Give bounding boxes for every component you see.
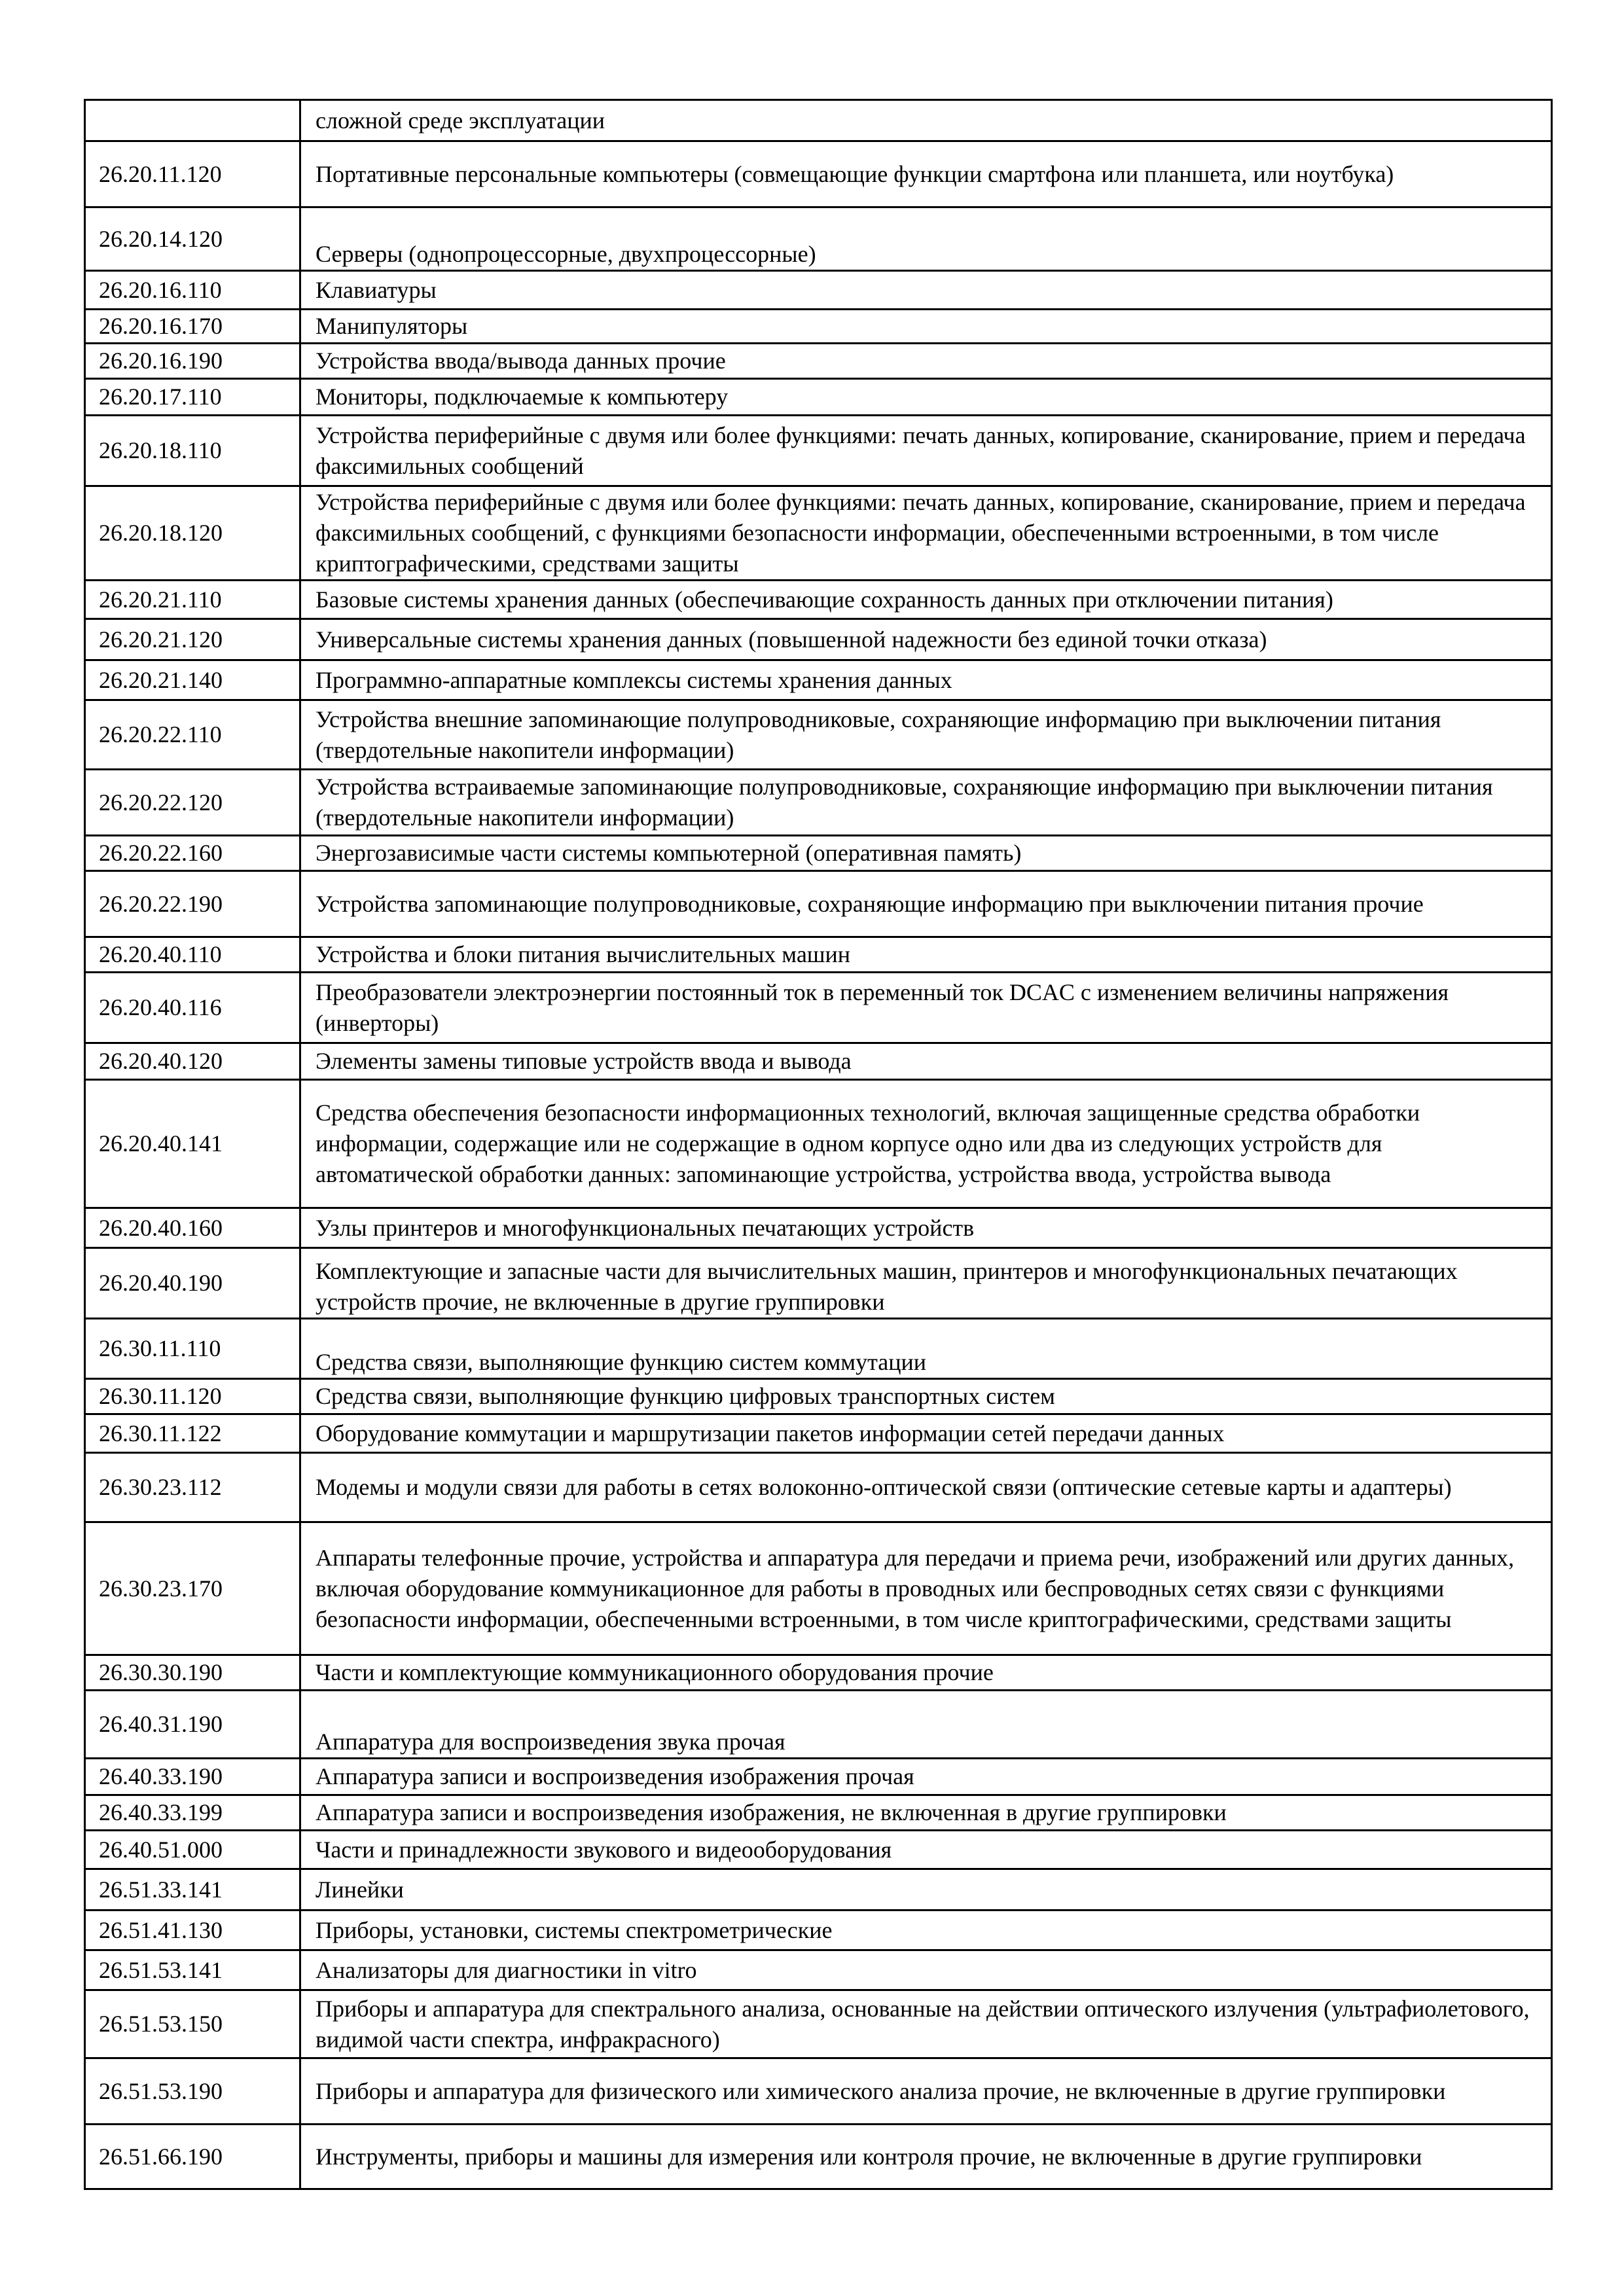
table-row bbox=[85, 310, 1552, 344]
okpd-code-cell: 26.40.33.190 bbox=[85, 1759, 300, 1795]
table-row bbox=[85, 1655, 1552, 1691]
table-row bbox=[85, 770, 1552, 836]
okpd-code-cell: 26.20.40.110 bbox=[85, 937, 300, 973]
table-row bbox=[85, 1414, 1552, 1453]
okpd-code-cell: 26.20.40.190 bbox=[85, 1248, 300, 1319]
description-cell: Элементы замены типовые устройств ввода и вывода bbox=[300, 1043, 1552, 1080]
table-row bbox=[85, 1950, 1552, 1990]
okpd-code-cell: 26.20.40.160 bbox=[85, 1208, 300, 1248]
description-cell: Устройства ввода/вывода данных прочие bbox=[300, 344, 1552, 379]
table-row bbox=[85, 619, 1552, 660]
okpd-code-cell: 26.20.21.140 bbox=[85, 660, 300, 700]
okpd-code-cell: 26.20.18.120 bbox=[85, 486, 300, 581]
table-row bbox=[85, 937, 1552, 973]
description-cell: Оборудование коммутации и маршрутизации пакетов информации сетей передачи данных bbox=[300, 1414, 1552, 1453]
okpd-code-cell: 26.20.16.190 bbox=[85, 344, 300, 379]
table-row bbox=[85, 1379, 1552, 1414]
okpd-code-cell: 26.51.53.190 bbox=[85, 2058, 300, 2125]
table-row bbox=[85, 141, 1552, 207]
okpd-code-cell: 26.40.51.000 bbox=[85, 1831, 300, 1869]
okpd-code-cell: 26.20.16.170 bbox=[85, 310, 300, 344]
table-row bbox=[85, 871, 1552, 937]
description-cell: Устройства периферийные с двумя или более функциями: печать данных, копирование, сканирование, прием и передача факсимильных сообщений, с функциями безопасности информации, обеспеченными встроенными, в том числе криптографическими, средствами защиты bbox=[300, 486, 1552, 581]
okpd-code-cell: 26.40.31.190 bbox=[85, 1691, 300, 1759]
table-row bbox=[85, 660, 1552, 700]
okpd-codes-table bbox=[84, 99, 1553, 2190]
okpd-code-cell: 26.51.41.130 bbox=[85, 1910, 300, 1950]
okpd-code-cell: 26.20.22.110 bbox=[85, 700, 300, 770]
table-row bbox=[85, 973, 1552, 1043]
description-cell: Устройства запоминающие полупроводниковые, сохраняющие информацию при выключении питания прочие bbox=[300, 871, 1552, 937]
description-cell: Аппаратура для воспроизведения звука прочая bbox=[300, 1691, 1552, 1759]
table-row bbox=[85, 1910, 1552, 1950]
description-cell: Портативные персональные компьютеры (совмещающие функции смартфона или планшета, или ноутбука) bbox=[300, 141, 1552, 207]
description-cell: Средства связи, выполняющие функцию систем коммутации bbox=[300, 1319, 1552, 1379]
description-cell: Приборы, установки, системы спектрометрические bbox=[300, 1910, 1552, 1950]
okpd-code-cell: 26.51.53.141 bbox=[85, 1950, 300, 1990]
table-row bbox=[85, 344, 1552, 379]
okpd-code-cell: 26.20.40.116 bbox=[85, 973, 300, 1043]
okpd-code-cell: 26.20.22.190 bbox=[85, 871, 300, 937]
okpd-code-cell: 26.51.66.190 bbox=[85, 2125, 300, 2189]
okpd-code-cell: 26.20.40.120 bbox=[85, 1043, 300, 1080]
table-row bbox=[85, 1522, 1552, 1655]
table-row bbox=[85, 379, 1552, 416]
table-row bbox=[85, 416, 1552, 486]
okpd-code-cell: 26.20.18.110 bbox=[85, 416, 300, 486]
description-cell: Манипуляторы bbox=[300, 310, 1552, 344]
description-cell: Аппаратура записи и воспроизведения изображения прочая bbox=[300, 1759, 1552, 1795]
description-cell: Анализаторы для диагностики in vitro bbox=[300, 1950, 1552, 1990]
table-row bbox=[85, 1831, 1552, 1869]
okpd-code-cell: 26.51.33.141 bbox=[85, 1869, 300, 1910]
okpd-code-cell: 26.20.16.110 bbox=[85, 271, 300, 310]
description-cell: Устройства встраиваемые запоминающие полупроводниковые, сохраняющие информацию при выключении питания (твердотельные накопители информации) bbox=[300, 770, 1552, 836]
okpd-code-cell: 26.40.33.199 bbox=[85, 1795, 300, 1831]
okpd-code-cell: 26.20.11.120 bbox=[85, 141, 300, 207]
table-row bbox=[85, 836, 1552, 871]
description-cell: Программно-аппаратные комплексы системы хранения данных bbox=[300, 660, 1552, 700]
table-row bbox=[85, 1080, 1552, 1208]
table-row bbox=[85, 1043, 1552, 1080]
description-cell: Части и принадлежности звукового и видеооборудования bbox=[300, 1831, 1552, 1869]
table-row bbox=[85, 486, 1552, 581]
description-cell: сложной среде эксплуатации bbox=[300, 100, 1552, 141]
table-row bbox=[85, 1248, 1552, 1319]
okpd-code-cell: 26.30.11.110 bbox=[85, 1319, 300, 1379]
table-row bbox=[85, 1990, 1552, 2058]
okpd-code-cell: 26.30.11.122 bbox=[85, 1414, 300, 1453]
table-row bbox=[85, 581, 1552, 619]
okpd-code-cell: 26.20.21.120 bbox=[85, 619, 300, 660]
description-cell: Приборы и аппаратура для спектрального анализа, основанные на действии оптического излучения (ультрафиолетового, видимой части спектра, инфракрасного) bbox=[300, 1990, 1552, 2058]
description-cell: Устройства периферийные с двумя или более функциями: печать данных, копирование, сканирование, прием и передача факсимильных сообщений bbox=[300, 416, 1552, 486]
okpd-code-cell: 26.20.22.120 bbox=[85, 770, 300, 836]
description-cell: Линейки bbox=[300, 1869, 1552, 1910]
table-row bbox=[85, 1759, 1552, 1795]
description-cell: Части и комплектующие коммуникационного оборудования прочие bbox=[300, 1655, 1552, 1691]
description-cell: Устройства и блоки питания вычислительных машин bbox=[300, 937, 1552, 973]
okpd-code-cell: 26.30.23.170 bbox=[85, 1522, 300, 1655]
table-row bbox=[85, 1453, 1552, 1522]
okpd-code-cell: 26.30.23.112 bbox=[85, 1453, 300, 1522]
okpd-code-cell: 26.20.21.110 bbox=[85, 581, 300, 619]
description-cell: Средства связи, выполняющие функцию цифровых транспортных систем bbox=[300, 1379, 1552, 1414]
table-row bbox=[85, 1691, 1552, 1759]
okpd-code-cell: 26.30.30.190 bbox=[85, 1655, 300, 1691]
okpd-code-cell: 26.20.17.110 bbox=[85, 379, 300, 416]
description-cell: Приборы и аппаратура для физического или химического анализа прочие, не включенные в другие группировки bbox=[300, 2058, 1552, 2125]
description-cell: Инструменты, приборы и машины для измерения или контроля прочие, не включенные в другие группировки bbox=[300, 2125, 1552, 2189]
table-body bbox=[85, 100, 1552, 2189]
okpd-code-cell: 26.30.11.120 bbox=[85, 1379, 300, 1414]
table-row bbox=[85, 1869, 1552, 1910]
description-cell: Преобразователи электроэнергии постоянный ток в переменный ток DCAC с изменением величины напряжения (инверторы) bbox=[300, 973, 1552, 1043]
description-cell: Аппараты телефонные прочие, устройства и аппаратура для передачи и приема речи, изображений или других данных, включая оборудование коммуникационное для работы в проводных или беспроводных сетях связи с функциями безопасности информации, обеспеченными встроенными, в том числе криптографическими, средствами защиты bbox=[300, 1522, 1552, 1655]
table-row bbox=[85, 271, 1552, 310]
table-row bbox=[85, 207, 1552, 271]
table-row bbox=[85, 2058, 1552, 2125]
description-cell: Клавиатуры bbox=[300, 271, 1552, 310]
okpd-code-cell: 26.20.40.141 bbox=[85, 1080, 300, 1208]
description-cell: Универсальные системы хранения данных (повышенной надежности без единой точки отказа) bbox=[300, 619, 1552, 660]
table-row bbox=[85, 700, 1552, 770]
description-cell: Узлы принтеров и многофункциональных печатающих устройств bbox=[300, 1208, 1552, 1248]
okpd-code-cell: 26.51.53.150 bbox=[85, 1990, 300, 2058]
description-cell: Модемы и модули связи для работы в сетях волоконно-оптической связи (оптические сетевые карты и адаптеры) bbox=[300, 1453, 1552, 1522]
okpd-code-cell bbox=[85, 100, 300, 141]
description-cell: Мониторы, подключаемые к компьютеру bbox=[300, 379, 1552, 416]
okpd-code-cell: 26.20.14.120 bbox=[85, 207, 300, 271]
description-cell: Комплектующие и запасные части для вычислительных машин, принтеров и многофункциональных печатающих устройств прочие, не включенные в другие группировки bbox=[300, 1248, 1552, 1319]
table-row bbox=[85, 100, 1552, 141]
table-row bbox=[85, 1319, 1552, 1379]
description-cell: Устройства внешние запоминающие полупроводниковые, сохраняющие информацию при выключении питания (твердотельные накопители информации) bbox=[300, 700, 1552, 770]
description-cell: Средства обеспечения безопасности информационных технологий, включая защищенные средства обработки информации, содержащие или не содержащие в одном корпусе одно или два из следующих устройств для автоматической обработки данных: запоминающие устройства, устройства ввода, устройства вывода bbox=[300, 1080, 1552, 1208]
description-cell: Энергозависимые части системы компьютерной (оперативная память) bbox=[300, 836, 1552, 871]
description-cell: Базовые системы хранения данных (обеспечивающие сохранность данных при отключении питания) bbox=[300, 581, 1552, 619]
description-cell: Серверы (однопроцессорные, двухпроцессорные) bbox=[300, 207, 1552, 271]
document-page bbox=[84, 99, 1553, 2190]
description-cell: Аппаратура записи и воспроизведения изображения, не включенная в другие группировки bbox=[300, 1795, 1552, 1831]
table-row bbox=[85, 2125, 1552, 2189]
table-row bbox=[85, 1795, 1552, 1831]
table-row bbox=[85, 1208, 1552, 1248]
okpd-code-cell: 26.20.22.160 bbox=[85, 836, 300, 871]
